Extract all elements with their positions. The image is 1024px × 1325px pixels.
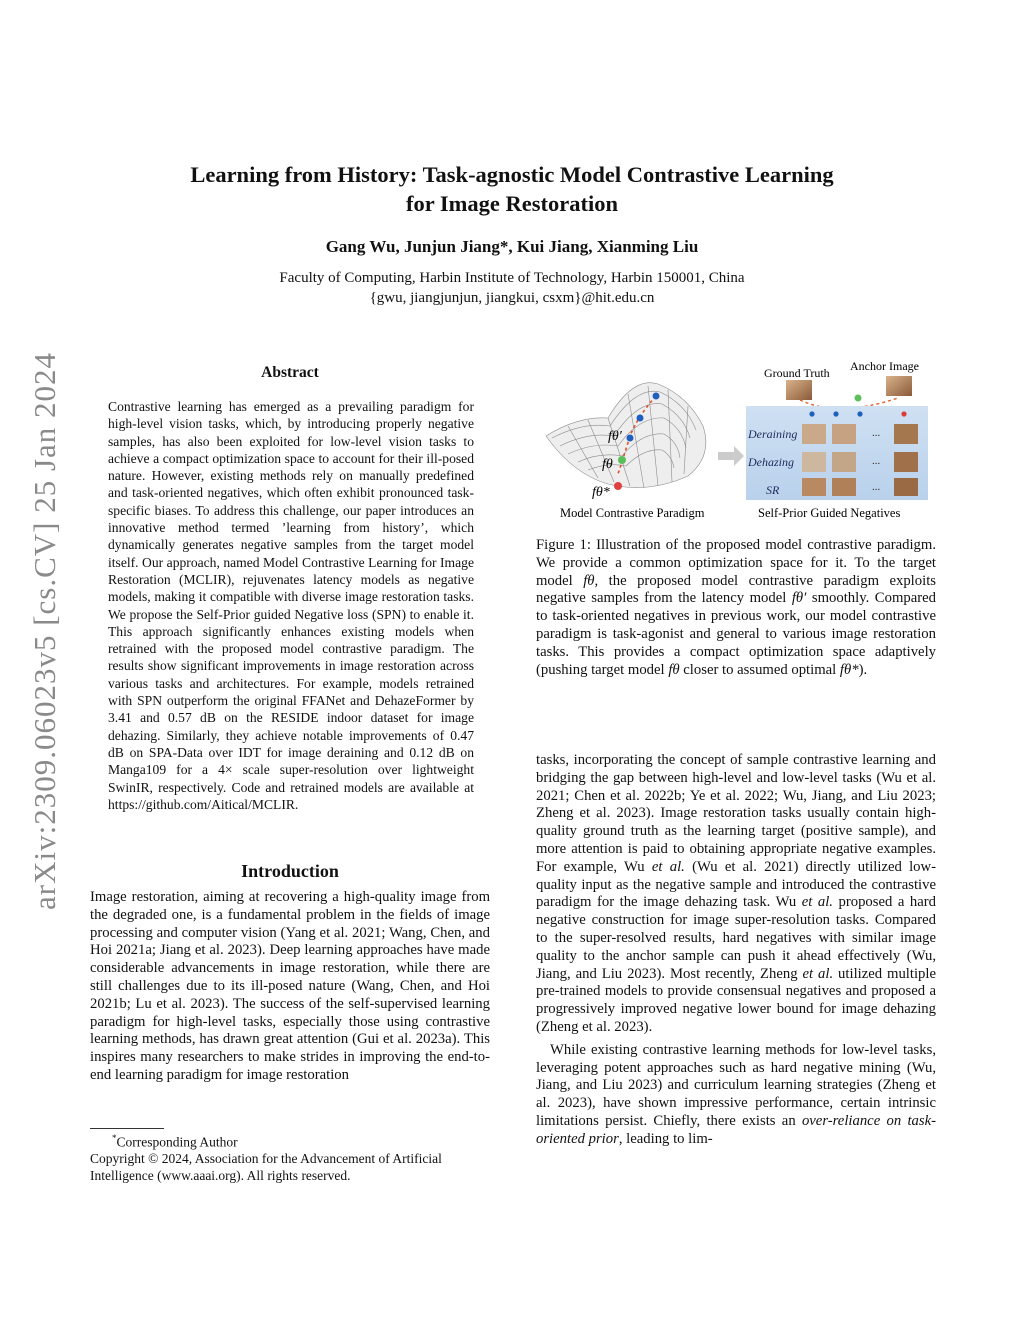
affiliation-block: [120, 268, 904, 308]
dehazing-row-label: Dehazing: [748, 455, 794, 469]
caption-symbol: fθ*: [839, 661, 859, 678]
title-line-2: for Image Restoration: [405, 191, 619, 216]
ellipsis-3: ...: [872, 481, 881, 493]
arrow-icon: [718, 446, 744, 466]
corresponding-author-note: [90, 1130, 490, 1151]
right-column-body: [536, 752, 936, 1149]
right-paragraph-2: While existing contrastive learning methods for low-level tasks, leveraging potent approaches such as hard negative mining (Wu, Jiang, and Liu 2023) and curriculum learning strategies (Zheng et al. 2023), have shown impressive performance, certain intrinsic limitations persist. Chiefly, there exists an over-reliance on task-oriented prior, leading to lim-: [536, 1041, 936, 1147]
right-paragraph-1: tasks, incorporating the concept of sample contrastive learning and bridging the gap between high-level and low-level tasks (Wu et al. 2021; Chen et al. 2022b; Ye et al. 2022; Wu, Jiang, and Liu 2023; Zheng et al. 2023). Image restoration tasks usually contain high-quality ground truth as the learning target (positive sample), and more attention is paid to obtaining appropriate negative examples. For example, Wu et al. (Wu et al. 2021) directly utilized low-quality input as the negative sample and introduced the contrastive paradigm for the image dehazing task. Wu et al. proposed a hard negative construction for image super-resolution tasks. Compared to the super-resolved results, hard negatives with similar image quality to the anchor sample can push it ahead effectively (Wu, Jiang, and Liu 2023). Most recently, Zheng et al. utilized multiple pre-trained models to provide consensual negatives and proposed a progressively improved negative lower bound for image dehazing (Zheng et al. 2023).: [536, 752, 936, 1035]
ellipsis-2: ...: [872, 455, 881, 467]
introduction-heading: Introduction: [241, 861, 339, 881]
trajectory-point: [637, 415, 644, 422]
caption-text: , the proposed model contrastive paradigm exploits negative samples from the latency model: [536, 572, 936, 607]
caption-symbol: fθ′: [791, 590, 807, 607]
right-subcaption: Self-Prior Guided Negatives: [758, 506, 901, 520]
figure-1-caption: [536, 537, 936, 679]
arxiv-identifier: arXiv:2309.06023v5 [cs.CV] 25 Jan 2024: [27, 351, 62, 910]
paper-title: [120, 160, 904, 218]
footnote-text: Corresponding Author: [116, 1134, 238, 1150]
caption-text: ).: [858, 661, 868, 678]
caption-text: Figure 1: Illustration of the proposed model contrastive paradigm. We provide a common optimization space for it. To the target model: [536, 537, 936, 589]
footnote-mark: *: [112, 1133, 117, 1143]
footnote-block: [90, 1130, 490, 1184]
affiliation: Faculty of Computing, Harbin Institute of Technology, Harbin 150001, China: [279, 270, 745, 286]
sr-row-label: SR: [766, 483, 780, 497]
label-f-theta-star: fθ*: [592, 485, 610, 500]
loss-surface-mesh: [546, 383, 706, 488]
caption-text: closer to assumed optimal: [679, 661, 840, 678]
caption-text: smoothly. Compared to task-oriented negatives in previous work, our model contrastive paradigm is task-agonist and general to various image restoration tasks. This provides a compact optimization space adaptively (pushing target model: [536, 590, 936, 678]
ground-truth-thumb: [786, 380, 812, 400]
author-emails: {gwu, jiangjunjun, jiangkui, csxm}@hit.edu.cn: [369, 290, 655, 306]
trajectory-point: [653, 393, 660, 400]
anchor-image-thumb: [886, 376, 912, 396]
footnote-rule: [90, 1128, 164, 1129]
abstract-heading: Abstract: [261, 364, 319, 381]
copyright-notice: Copyright © 2024, Association for the Advancement of Artificial Intelligence (www.aaai.org). All rights reserved.: [90, 1151, 442, 1183]
ground-truth-label: Ground Truth: [764, 366, 830, 380]
author-list: Gang Wu, Junjun Jiang*, Kui Jiang, Xianming Liu: [325, 237, 699, 256]
caption-symbol: fθ: [583, 572, 595, 589]
optimal-model-point: [614, 482, 622, 490]
anchor-image-label: Anchor Image: [850, 359, 919, 373]
figure-1: [538, 356, 938, 524]
label-f-theta: fθ: [602, 457, 613, 472]
abstract-body: Contrastive learning has emerged as a prevailing paradigm for high-level vision tasks, which, by introducing properly negative samples, has also been exploited for low-level vision tasks to achieve a compact optimization space to account for their ill-posed nature. However, existing methods rely on manually predefined and task-oriented negatives, which often exhibit pronounced task-specific biases. To address this challenge, our paper introduces an innovative method termed ’learning from history’, which dynamically generates negative samples from the target model itself. Our approach, named Model Contrastive Learning for Image Restoration (MCLIR), rejuvenates latency models as negative models, making it compatible with diverse image restoration tasks. We propose the Self-Prior guided Negative loss (SPN) to enable it. This approach significantly enhances existing models when retrained with the proposed model contrastive paradigm. The results show significant improvements in image restoration across various tasks and architectures. For example, models retrained with SPN outperform the original FFANet and DehazeFormer by 3.41 and 0.57 dB on the RESIDE indoor dataset for image dehazing. Similarly, they achieve notable improvements of 0.47 dB on SPA-Data over IDT for image deraining and 0.12 dB on Manga109 for a 4× scale super-resolution over lightweight SwinIR, respectively. Code and retrained models are available at https://github.com/Aitical/MCLIR.: [108, 399, 474, 812]
introduction-body: Image restoration, aiming at recovering a high-quality image from the degraded one, is a fundamental problem in the fields of image processing and computer vision (Yang et al. 2021; Wang, Chen, and Hoi 2021a; Jiang et al. 2023). Deep learning approaches have made considerable advancements in image restoration, while there are still challenges due to its ill-posed nature (Wang, Chen, and Hoi 2021b; Lu et al. 2023). The success of the self-supervised learning paradigm for high-level tasks, especially those using contrastive learning methods, has drawn great attention (Gui et al. 2023a). This inspires many researchers to make strides in improving the end-to-end learning paradigm for image restoration: [90, 889, 490, 1083]
left-subcaption: Model Contrastive Paradigm: [560, 506, 705, 520]
trajectory-point: [627, 435, 634, 442]
title-line-1: Learning from History: Task-agnostic Model Contrastive Learning: [190, 162, 834, 187]
caption-symbol: fθ: [668, 661, 680, 678]
ellipsis-1: ...: [872, 427, 881, 439]
deraining-row-label: Deraining: [748, 427, 798, 441]
label-f-theta-prime: fθ′: [608, 429, 622, 444]
target-model-point: [618, 456, 626, 464]
